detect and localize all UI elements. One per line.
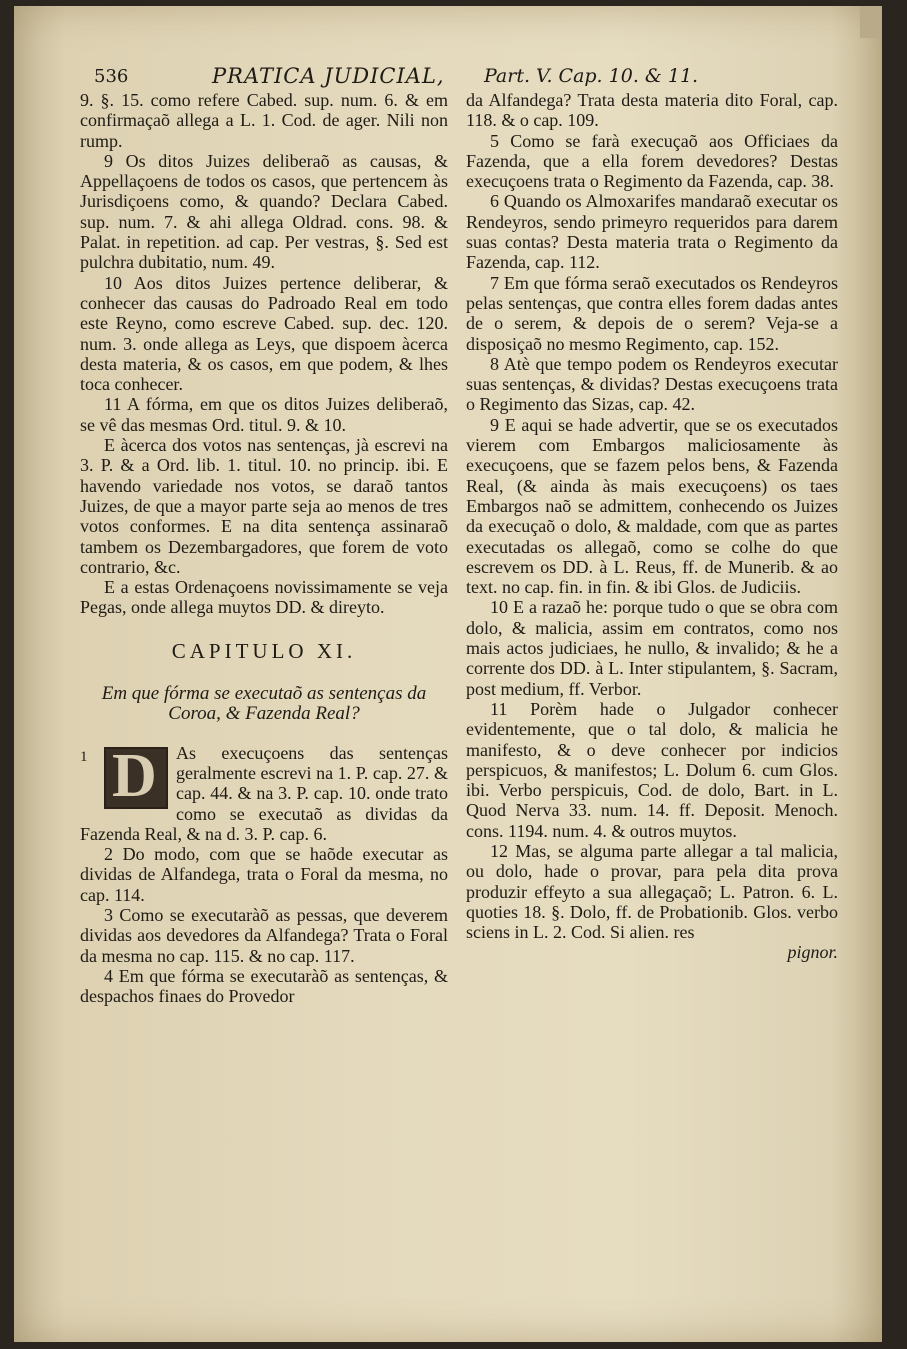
chapter-heading: CAPITULO XI. — [171, 638, 357, 663]
paragraph: 3 Como se executaràõ as pessas, que deverem dividas aos devedores da Alfandega? Trata o Foral da mesma no cap. 115. & no cap. 117. — [80, 904, 448, 966]
paragraph: 9. §. 15. como refere Cabed. sup. num. 6. & em confirmaçaõ allega a L. 1. Cod. de ager. Nili non rump. — [80, 90, 448, 151]
page-edge-tab — [860, 6, 882, 38]
right-column — [466, 90, 838, 963]
paragraph: E a estas Ordenaçoens novissimamente se veja Pegas, onde allega muytos DD. & direyto. — [80, 577, 448, 618]
catchword: pignor. — [787, 942, 838, 963]
paragraph: 5 Como se farà execuçaõ aos Officiaes da Fazenda, que a ella forem devedores? Destas execuçoens trata o Regimento da Fazenda, cap. 38. — [466, 130, 838, 192]
paragraph: 11 Porèm hade o Julgador conhecer evidentemente, que o tal dolo, & malicia he manifesto, & o deve conhecer por indicios perspicuos, & manifestos; L. Dolum 6. cum Glos. ibi. Verbo perspicuis, Cod. de dolo, Bart. in L. Quod Nerva 33. num. 14. ff. Deposit. Menoch. cons. 1194. num. 4. & outros muytos. — [466, 698, 838, 841]
paragraph: 9 E aqui se hade advertir, que se os executados vierem com Embargos maliciosamente às execuçoens, que se fazem pelos bens, & Fazenda Real, (& ainda às mais execuçoens) os taes Embargos naõ se admittem, conhecendo os Juizes da execuçaõ o dolo, & maldade, com que as partes executadas os allegaõ, como se colhe do que escrevem os DD. à L. Reus, ff. de Munerib. & ao text. no cap. fin. in fin. & ibi Glos. de Judiciis. — [466, 414, 838, 598]
paragraph: 12 Mas, se alguma parte allegar a tal malicia, ou dolo, hade o provar, para pela dita prova produzir effeyto a sua allegaçaõ; L. Patron. 6. L. quoties 18. §. Dolo, ff. de Probationib. Glos. verbo sciens in L. 2. Cod. Si alien. res — [466, 840, 838, 943]
drop-cap — [104, 741, 168, 810]
paragraph-text: As execuçoens das sentenças geralmente escrevi na 1. P. cap. 27. & cap. 44. & na 3. P. cap. 10. onde trato como se executaõ as dividas da Fazenda Real, & na d. 3. P. cap. 6. — [80, 742, 448, 844]
paragraph: 11 A fórma, em que os ditos Juizes deliberaõ, se vê das mesmas Ord. titul. 9. & 10. — [80, 394, 448, 435]
page-number: 536 — [94, 66, 129, 87]
paragraph: 2 Do modo, com que se haõde executar as dividas de Alfandega, trata o Foral da mesma, no cap. 114. — [80, 844, 448, 905]
left-column — [80, 90, 448, 1006]
paragraph: 8 Atè que tempo podem os Rendeyros executar suas sentenças, & dividas? Destas execuçoens trata o Regimento das Sizas, cap. 42. — [466, 353, 838, 415]
paragraph: 10 E a razaõ he: porque tudo o que se obra com dolo, & malicia, assim em contratos, como nos mais actos judiciaes, he nullo, & invalido; & he a corrente dos DD. à L. Inter stipulantem, §. Sacram, post medium, ff. Verbor. — [466, 597, 838, 699]
running-title: PRATICA JUDICIAL, — [212, 64, 445, 88]
paragraph: 4 Em que fórma se executaràõ as sentenças, & despachos finaes do Provedor — [80, 965, 448, 1007]
paragraph: 7 Em que fórma seraõ executados os Rendeyros pelas sentenças, que contra elles forem dadas antes de o serem, & depois de o serem? Veja-se a disposiçaõ no mesmo Regimento, cap. 152. — [466, 272, 838, 354]
paragraph-number: 1 — [80, 748, 88, 765]
part-chapter-ref: Part. V. Cap. 10. & 11. — [484, 65, 699, 87]
first-paragraph — [80, 743, 448, 844]
chapter-subtitle: Em que fórma se executaõ as sentenças da Coroa, & Fazenda Real? — [101, 683, 427, 725]
paragraph: da Alfandega? Trata desta materia dito Foral, cap. 118. & o cap. 109. — [466, 90, 838, 131]
paragraph: 6 Quando os Almoxarifes mandaraõ executar os Rendeyros, sendo primeyro requeridos para darem suas contas? Desta materia trata o Regimento da Fazenda, cap. 112. — [466, 191, 838, 273]
drop-cap-letter: D — [112, 741, 157, 810]
paragraph: 10 Aos ditos Juizes pertence deliberar, & conhecer das causas do Padroado Real em todo este Reyno, como escreve Cabed. sup. dec. 120. num. 3. onde allega as Leys, que dispoem àcerca desta materia, & os casos, em que podem, & lhes toca conhecer. — [80, 272, 448, 395]
paragraph: E àcerca dos votos nas sentenças, jà escrevi na 3. P. & a Ord. lib. 1. titul. 10. no princip. ibi. E havendo variedade nos votos, se daraõ tantos Juizes, de que a mayor parte seja ao menos de tres votos conformes. E na dita sentença assinaraõ tambem os Dezembargadores, que forem de voto contrario, &c. — [80, 435, 448, 577]
paragraph: 9 Os ditos Juizes deliberaõ as causas, & Appellaçoens de todos os casos, que pertencem às Jurisdiçoens como, & quando? Declara Cabed. sup. num. 7. & ahi allega Oldrad. cons. 98. & Palat. in repetition. ad cap. Per vestras, §. Sed est pulchra dubitatio, num. 49. — [80, 150, 448, 273]
